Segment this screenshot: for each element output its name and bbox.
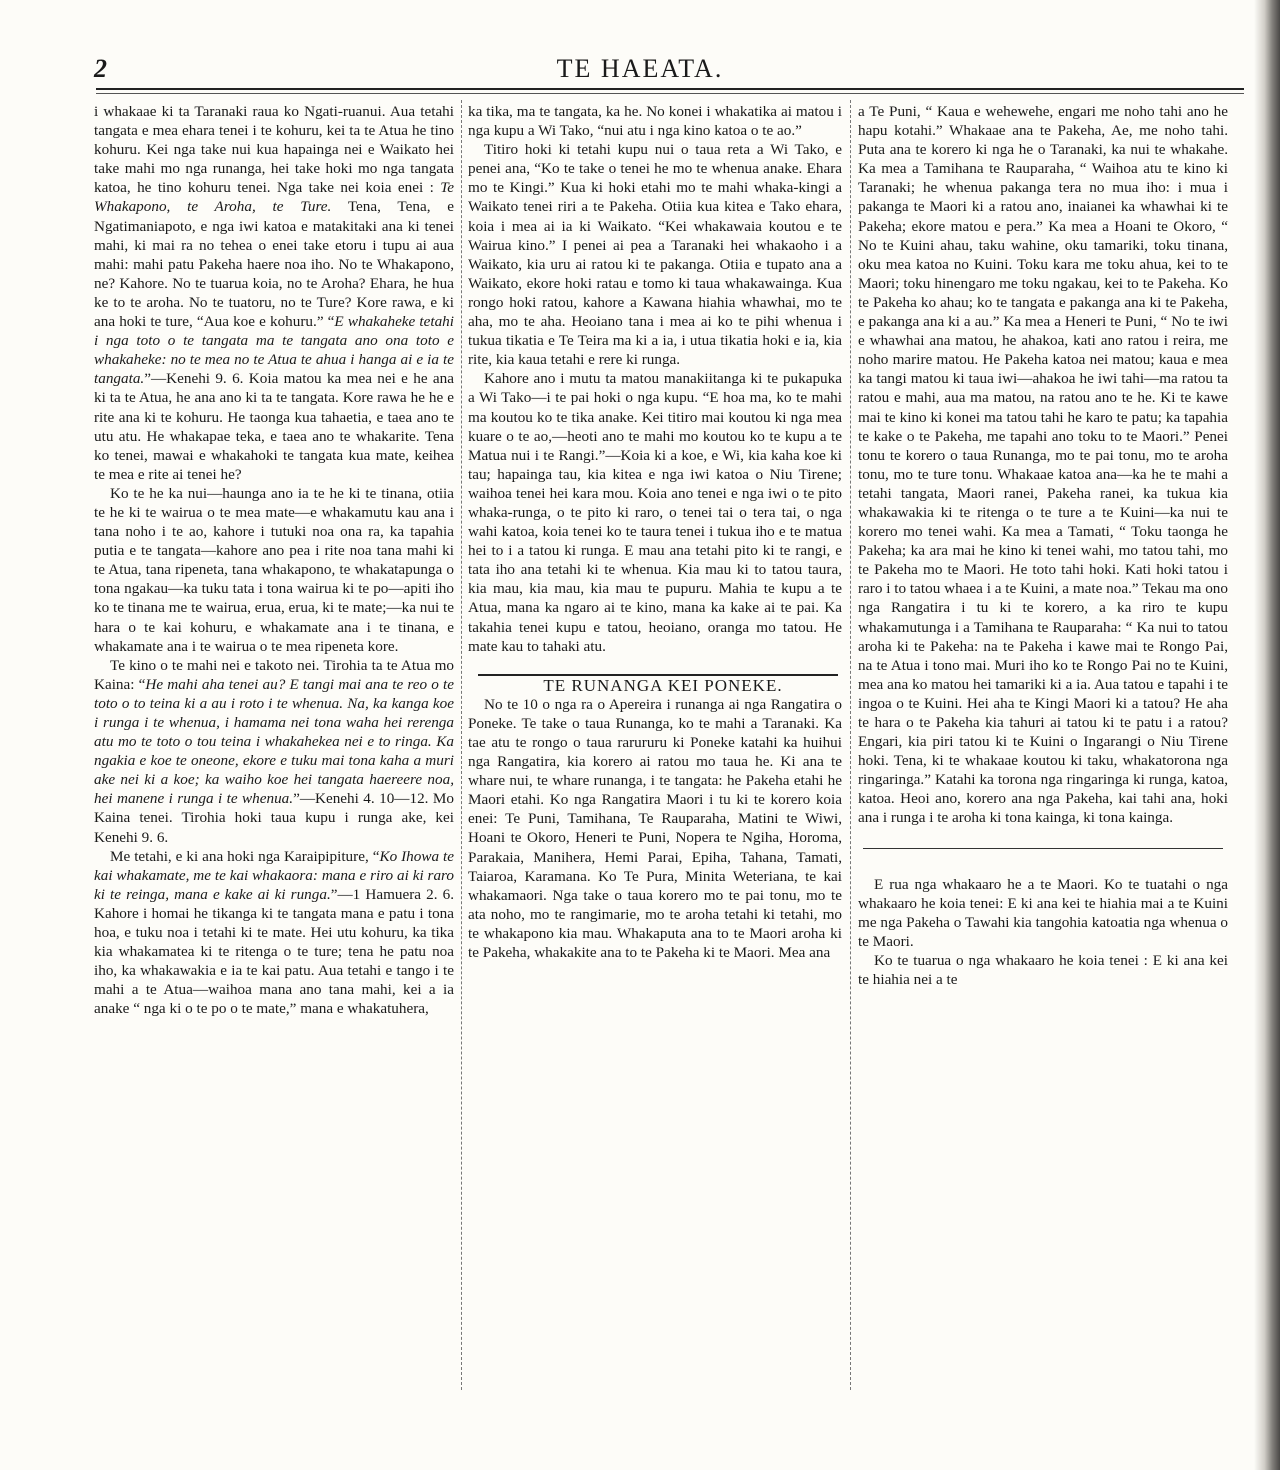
section-rule [863,848,1223,849]
page-edge-shadow [1254,0,1280,1470]
paragraph: Ko te he ka nui—haunga ano ia te he ki te tinana, otiia te he ki te wairua o te mea mate—e whakamutu kau ana i tana noho i te ao, kahore i tutuki noa ona ra, ka tapahia putia e te tangata—kahore ano pea i rite noa tana mahi ki te Atua, tana ripeneta, tana whakapono, te whakatapunga o tona ngakau—ka tuku tata i tona wairua ki te po—apiti iho ko te tinana me te wairua, erua, erua, ki te mate;—ka nui te hara o te kai kohuru, e whakamate ana i te tinana, e whakamate ana i te wairua o te mea ripeneta kore. [94,484,454,655]
page-number: 2 [94,54,107,83]
header-rule [96,88,1244,90]
column-3 [858,102,1228,989]
paragraph: No te 10 o nga ra o Apereira i runanga ai nga Rangatira o Poneke. Te take o taua Runanga, ko te mahi a Taranaki. Ka tae atu te rongo o taua rarururu ki Poneke katahi ka huihui nga Rangatira, kia korero ai ratou mo taua he. Ki ana te whare nui, te whare runanga, i te tangata: he Pakeha etahi he Maori etahi. Ko nga Rangatira Maori i tu ki te korero koia enei: Te Puni, Tamihana, Te Rauparaha, Matini te Wiwi, Hoani te Okoro, Heneri te Puni, Nopera te Ngiha, Horoma, Parakaia, Manihera, Hemi Parai, Epiha, Tahana, Tamati, Taiaroa, Karamana. Ko Te Pura, Minita Weteriana, te kai whakamaori. Nga take o taua korero mo te pai tonu, mo te ata noho, mo te rangimarie, mo te aroha tetahi ki tetahi, mo te whakapono kia mau. Whakaputa ana to te Maori aroha ki te Pakeha, whakakite ana to te Pakeha ki te Maori. Mea ana [468,695,842,962]
paragraph: E rua nga whakaaro he a te Maori. Ko te tuatahi o nga whakaaro he koia tenei: E ki ana kei te hiahia mai a te Kuini me nga Pakeha o Tawahi kia tangohia katoatia nga whenua o te Maori. [858,875,1228,950]
masthead [0,52,1280,86]
paragraph: a Te Puni, “ Kaua e wehewehe, engari me noho tahi ano he hapu kotahi.” Whakaae ana te Pakeha, Ae, me noho tahi. Puta ana te korero ki nga he o Taranaki, ka nui te whakahe. Ka mea a Tamihana te Rauparaha, “ Waihoa atu te kino ki Taranaki; he whenua pakanga tera no mua iho: i mua i pakanga te Maori ki a ratou ano, inaianei ka whawhai ki te Pakeha; ekore matou e pera.” Ka mea a Hoani te Okoro, “ No te Kuini ahau, taku wahine, oku tamariki, toku tinana, oku mea katoa no Kuini. Toku kara me toku ahua, kei to te Maori; toku hinengaro me toku ngakau, kei to te Pakeha. Ko te Pakeha ko ahau; ko te tangata e pakanga ana ki te Pakeha, e pakanga ana ki a au.” Ka mea a Heneri te Puni, “ No te iwi e whawhai ana matou, he ahakoa, kati ano ratou i reira, me noho marire matou. He Pakeha katoa nei matou; kaua e mea ka tangi matou ki taua iwi—ahakoa he iwi tahi—ma ratou ta ratou e mahi, aua ma matou, na ratou ano te he. Ki te kawe mai te kino ki konei ma tatou tahi he karo te patu; ka tapahia te kake o te Pakeha, me tapahi ano toku to te Maori.” Penei tonu te korero o taua Runanga, mo te pai tonu, mo te aroha tonu, mo te ture tonu. Whakaae katoa ana—ka he te mahi a tetahi tangata, Maori ranei, Pakeha ranei, ka tukua kia whakawakia ki te ritenga o te ture a te Kuini—ka nui te korero mo tenei wahi. Ka mea a Tamati, “ Toku taonga he Pakeha; ka ara mai he kino ki tenei wahi, mo tatou tahi, mo te Pakeha mo te Maori. He toto tahi hoki. Kati hoki tatou i raro i to tatou whaea i a te Kuini, a mate noa.” Tekau ma ono nga Rangatira i tu ki te korero, a ka riro te kupu whakamutunga i a Tamihana te Rauparaha: “ Ka nui to tatou aroha ki te Pakeha: na te Pakeha i kawe mai te Rongo Pai, na te Atua i tono mai. Muri iho ko te Rongo Pai no te Kuini, mea ana ko matou hei tamariki ki a ia. Aua tatou e tapahi i te ingoa o te Kuini. Hei aha te Kingi Maori ki a tatou? He aha te hara o te Pakeha kia tahuri ai tatou ki te patu i a ratou? Engari, kia piri tatou ki te Kuini o Ingarangi o Niu Tirene hoki. Tena, ki te whakaae koutou ki taku, whakatorona nga ringaringa.” Katahi ka torona nga ringaringa ki runga, katoa, katoa. Heoi ano, korero ana nga Pakeha, kai tahi ana, hoki ana i runga i te aroha ki tona kainga, ki tona kainga. [858,103,1228,827]
paragraph: i whakaae ki ta Taranaki raua ko Ngati-ruanui. Aua tetahi tangata e mea ehara tenei i te kohuru, kei ta te Atua he tino kohuru. Kei nga take nui kua hapainga nei e Waikato hei take mahi mo nga runanga, hei take hoki mo nga tangata katoa, he tino kohuru tenei. Nga take nei koia enei : Te Whakapono, te Aroha, te Ture. Tena, Tena, e Ngatimaniapoto, e nga iwi katoa e matakitaki ana ki tenei mahi, ki mai ra no tehea o enei take etoru i tupu ai aua mahi: mahi patu Pakeha haere noa iho. No te Whakapono, ne? Kahore. No te tuarua koia, no te Aroha? Ehara, he hua ke to te aroha. No te tuatoru, no te Ture? Kore rawa, e ki ana hoki te ture, “Aua koe e kohuru.” “E whakaheke tetahi i nga toto o te tangata ma te tangata ano ona toto e whakaheke: no te mea no te Atua te ahua i hanga ai e ia te tangata.”—Kenehi 9. 6. Koia matou ka mea nei e he ana ki ta te Atua, he ana ano ki ta te tangata. Kore rawa he he e rite ana ki te kohuru. He taonga kua tahaetia, e taea ano te utu atu. He whakapae teka, e taea ano te whakarite. Tena ko tenei, mawai e whakahoki te tangata kua mate, keihea te mea e rite ai tenei he? [94,103,455,483]
paragraph: Titiro hoki ki tetahi kupu nui o taua reta a Wi Tako, e penei ana, “Ko te take o tenei he mo te whenua anake. Ehara mo te Kingi.” Kua ki hoki etahi mo te mahi whaka-kingi a Waikato tenei riri a te Pakeha. Otiia kua kitea e Tako ehara, koia i mea ai ia ki Waikato. “Kei whakawaia koutou e te Wairua kino.” I penei ai pea a Taranaki hei whakaoho i a Waikato, kia uru ai ratou ki te pakanga. Otiia e tupato ana a Waikato, ekore hoki ratau e tomo ki taua whakawainga. Kua rongo hoki ratou, kahore a Kawana hiahia whawhai, mo te aha, mo te aha. Heoiano tana i mea ai ko te pihi whenua i tukua tikatia e Te Teira ma ki a ia, i utua tikatia hoki e ia, kia rite, kia kaua tetahi e rere ki runga. [468,141,842,369]
column-divider-1 [461,100,462,1390]
column-divider-2 [850,100,851,1390]
paragraph: Kahore ano i mutu ta matou manakiitanga ki te pukapuka a Wi Tako—i te pai hoki o nga kupu. “E hoa ma, ko te mahi ma koutou ko te tika anake. Kei titiro mai koutou ki nga mea kuare o te ao,—heoti ano te mahi mo koutou ko te kupu a te Matua nui i te Rangi.”—Koia ki a koe, e Wi, kia kaha koe ki tau; hapainga tau, kia kitea e nga iwi katoa o Niu Tirene; waihoa tenei hei kara mou. Koia ano tenei e nga iwi o te pito whaka-runga, o te pito ki raro, o tenei tai o tera tai, o nga wahi katoa, koia tenei ko te taura tenei i tukua iho e te matua hei to i a tatou ki runga. E mau ana tetahi pito ki te rangi, e tata iho ana tetahi ki te whenua. Kia mau ki to tatou taura, kia mau, kia mau, kia mau te pupuru. Mahia te kupu a te Atua, mana ka ngaro ai te kino, mana ka kake ai te pai. Ka takahia tenei kupu e tatou, heoiano, oranga mo tatou. He mate kau to tahaki atu. [468,370,842,655]
header-rule-thin [96,93,1244,94]
paragraph: Te kino o te mahi nei e takoto nei. Tirohia ta te Atua mo Kaina: “He mahi aha tenei au? E tangi mai ana te reo o te toto o to teina ki a au i roto i te whenua. Na, ka kanga koe i runga i te whenua, i hamama nei tona waha hei rerenga atu mo te toto o tou teina i whakahekea nei e to ringa. Ka ngakia e koe te oneone, ekore e tuku mai tona kaha a muri ake nei ki a koe; ka waiho koe hei tangata haereere noa, hei manene i runga i te whenua.”—Kenehi 4. 10—12. Mo Kaina tenei. Tirohia hoki taua kupu i runga ake, kei Kenehi 9. 6. [94,656,454,846]
section-heading: TE RUNANGA KEI PONEKE. [543,675,783,695]
column-1 [94,102,454,1019]
newspaper-title: TE HAEATA. [556,54,724,83]
paragraph: Ko te tuarua o nga whakaaro he koia tenei : E ki ana kei te hiahia nei a te [858,951,1228,989]
paragraph: ka tika, ma te tangata, ka he. No konei i whakatika ai matou i nga kupu a Wi Tako, “nui atu i nga kino katoa o te ao.” [468,103,842,140]
paragraph: Me tetahi, e ki ana hoki nga Karaipipiture, “Ko Ihowa te kai whakamate, me te kai whakaora: mana e riro ai ki raro ki te reinga, mana e kake ai ki runga.”—1 Hamuera 2. 6. Kahore i homai he tikanga ki te tangata mana e patu i tona hoa, e tuku noa i tetahi ki te mate. Hei utu kohuru, ka tika kia whakamatea ki te ritenga o te ture; tena he patu noa iho, ka whakawakia e ia te kai patu. Aua tetahi e tango i te mahi a te Atua—waihoa mana ano tana mahi, kei a ia anake “ nga ki o te po o te mate,” mana e whakatuhera, [94,847,455,1018]
column-2 [468,102,842,962]
